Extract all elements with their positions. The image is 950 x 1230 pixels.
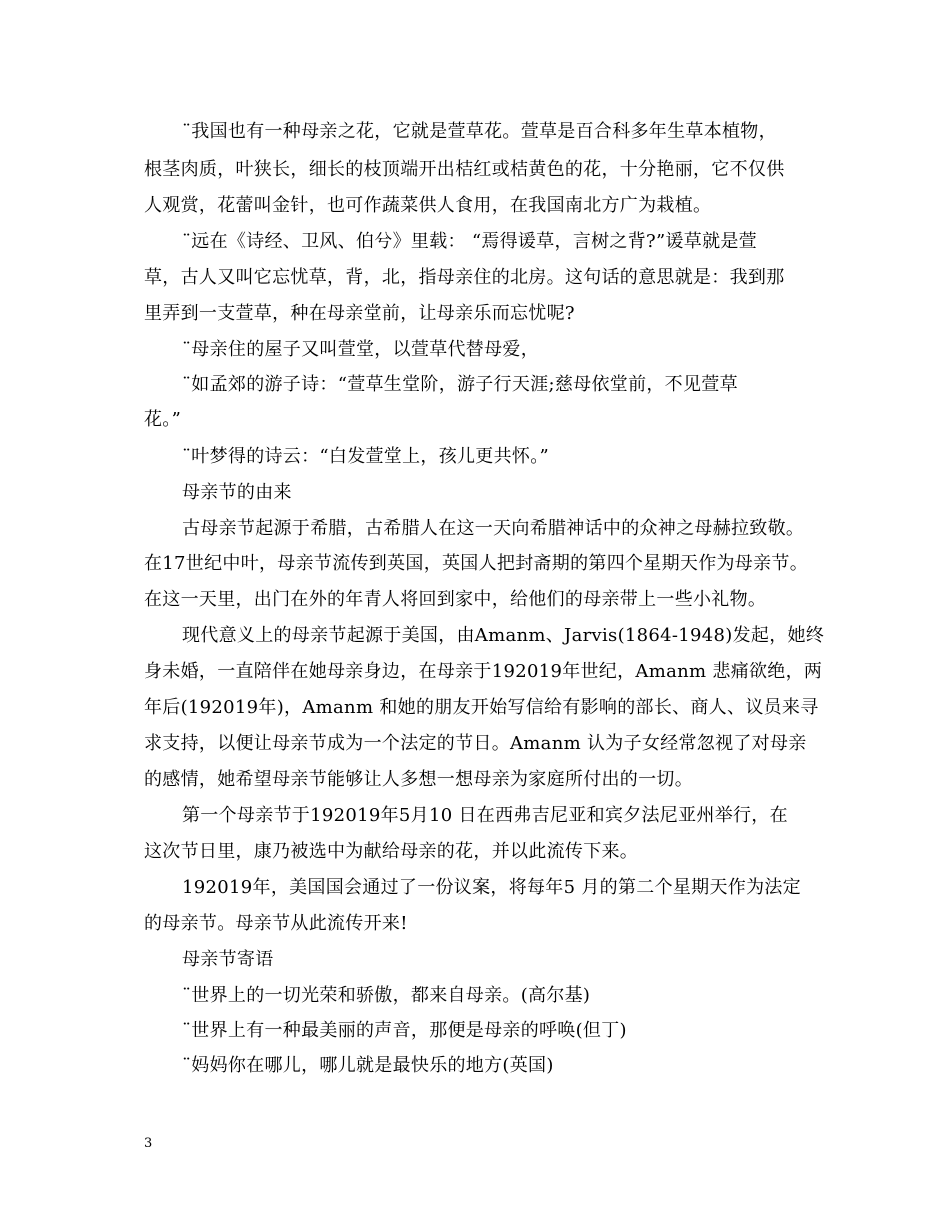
paragraph-line: 现代意义上的母亲节起源于美国，由Amanm、Jarvis(1864-1948)发起，她终 bbox=[182, 625, 825, 646]
paragraph-line: ¨叶梦得的诗云：“白发萱堂上，孩儿更共怀。” bbox=[182, 446, 550, 467]
paragraph-line: 第一个母亲节于192019年5月10 日在西弗吉尼亚和宾夕法尼亚州举行，在 bbox=[182, 805, 788, 826]
paragraph-line: 的母亲节。母亲节从此流传开来! bbox=[144, 913, 408, 934]
paragraph-line: 这次节日里，康乃被选中为献给母亲的花，并以此流传下来。 bbox=[144, 841, 639, 862]
paragraph-line: 人观赏，花蕾叫金针，也可作蔬菜供人食用，在我国南北方广为栽植。 bbox=[144, 195, 712, 216]
paragraph-line: 花。” bbox=[144, 409, 182, 430]
section-heading: 母亲节寄语 bbox=[182, 949, 274, 970]
paragraph-line: ¨我国也有一种母亲之花，它就是萱草花。萱草是百合科多年生草本植物， bbox=[182, 121, 777, 142]
paragraph-line: ¨远在《诗经、卫风、伯兮》里载： “焉得谖草，言树之背?”谖草就是萱 bbox=[182, 231, 757, 252]
quote-line: ¨妈妈你在哪儿，哪儿就是最快乐的地方(英国) bbox=[182, 1055, 554, 1076]
paragraph-line: 年后(192019年)，Amanm 和她的朋友开始写信给有影响的部长、商人、议员来寻 bbox=[144, 697, 819, 718]
paragraph-line: 古母亲节起源于希腊，古希腊人在这一天向希腊神话中的众神之母赫拉致敬。 bbox=[182, 518, 805, 539]
page-number: 3 bbox=[144, 1136, 153, 1151]
paragraph-line: ¨母亲住的屋子又叫萱堂，以萱草代替母爱， bbox=[182, 339, 539, 360]
quote-line: ¨世界上有一种最美丽的声音，那便是母亲的呼唤(但丁) bbox=[182, 1020, 627, 1041]
section-heading: 母亲节的由来 bbox=[182, 482, 292, 503]
paragraph-line: 求支持，以便让母亲节成为一个法定的节日。Amanm 认为子女经常忽视了对母亲 bbox=[144, 733, 807, 754]
paragraph-line: 的感情，她希望母亲节能够让人多想一想母亲为家庭所付出的一切。 bbox=[144, 769, 693, 790]
paragraph-line: 身未婚，一直陪伴在她母亲身边，在母亲于192019年世纪，Amanm 悲痛欲绝，两 bbox=[144, 661, 823, 682]
paragraph-line: 里弄到一支萱草，种在母亲堂前，让母亲乐而忘忧呢? bbox=[144, 303, 575, 324]
paragraph-line: 在这一天里，出门在外的年青人将回到家中，给他们的母亲带上一些小礼物。 bbox=[144, 589, 767, 610]
quote-line: ¨世界上的一切光荣和骄傲，都来自母亲。(高尔基) bbox=[182, 985, 591, 1006]
paragraph-line: 草，古人又叫它忘忧草，背，北，指母亲住的北房。这句话的意思就是：我到那 bbox=[144, 267, 785, 288]
paragraph-line: ¨如孟郊的游子诗：“萱草生堂阶，游子行天涯;慈母依堂前，不见萱草 bbox=[182, 374, 738, 395]
paragraph-line: 192019年，美国国会通过了一份议案，将每年5 月的第二个星期天作为法定 bbox=[182, 877, 801, 898]
paragraph-line: 根茎肉质，叶狭长，细长的枝顶端开出桔红或桔黄色的花，十分艳丽，它不仅供 bbox=[144, 159, 785, 180]
paragraph-line: 在17世纪中叶，母亲节流传到英国，英国人把封斋期的第四个星期天作为母亲节。 bbox=[144, 553, 809, 574]
